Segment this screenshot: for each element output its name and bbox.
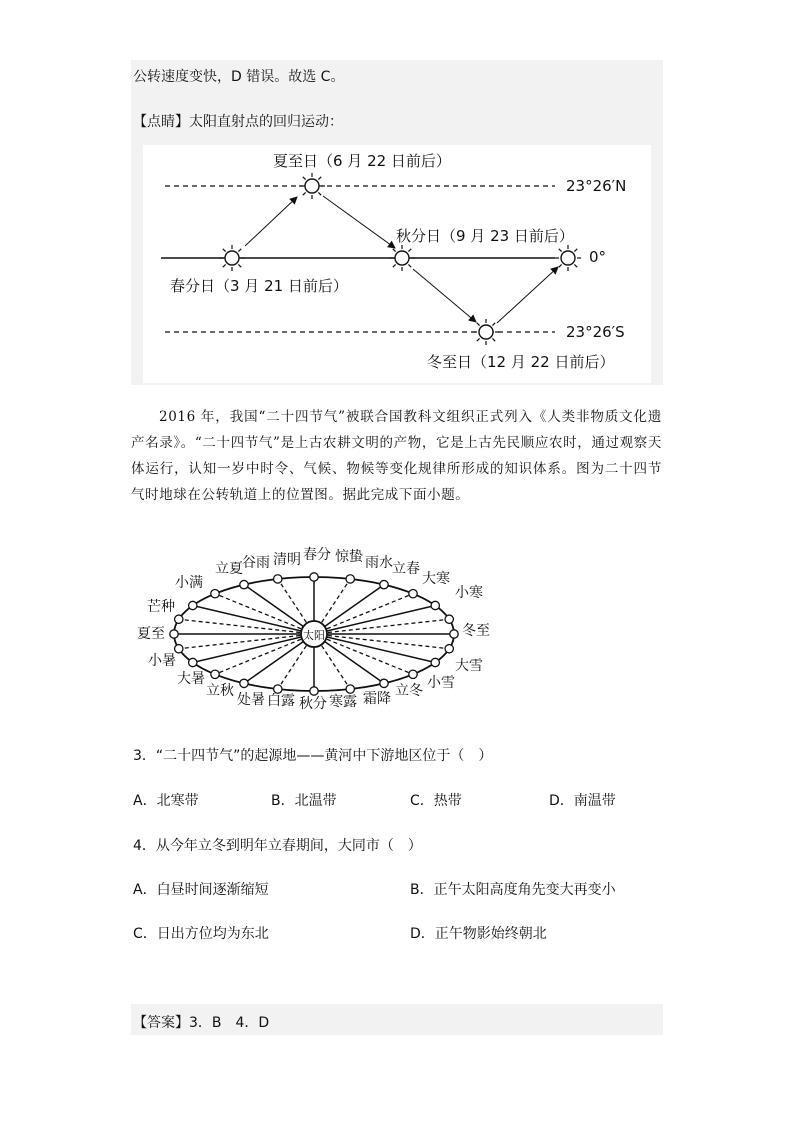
term-label-chushu: 处暑: [237, 692, 265, 708]
sun-icon: [389, 245, 415, 271]
earth-position-xiaoshu: [175, 645, 183, 653]
spoke-xiaoshu: [179, 634, 314, 649]
term-label-xiazhi: 夏至: [137, 626, 165, 642]
term-label-lixia: 立夏: [215, 561, 243, 577]
earth-position-hanlu: [346, 685, 354, 693]
passage: [131, 404, 662, 508]
earth-position-bailu: [274, 685, 282, 693]
term-label-lidong: 立冬: [395, 683, 423, 699]
earth-position-dashu: [189, 658, 197, 666]
earth-position-xiaoman: [189, 601, 197, 609]
earth-position-chushu: [240, 679, 248, 687]
label-autumn-equinox: 秋分日（9 月 23 日前后）: [396, 227, 574, 245]
term-label-dahan: 大寒: [422, 571, 450, 587]
label-spring-equinox: 春分日（3 月 21 日前后）: [170, 277, 348, 295]
tip-text: 太阳直射点的回归运动：: [189, 114, 343, 130]
q4-option-d[interactable]: D．正午物影始终朝北: [410, 926, 547, 942]
term-label-mangzhong: 芒种: [147, 599, 175, 615]
sun-label: 太阳: [303, 629, 325, 642]
sun-icon: [299, 173, 325, 199]
term-label-qiufen: 秋分: [299, 696, 327, 712]
earth-position-shuangjiang: [380, 679, 388, 687]
tip-line: [133, 111, 343, 131]
solar-terms-orbit-diagram: [131, 540, 531, 718]
earth-position-mangzhong: [175, 615, 183, 623]
earth-position-yushui: [380, 580, 388, 588]
spoke-xiaohan: [314, 619, 449, 634]
term-label-bailu: 白露: [267, 693, 295, 709]
earth-position-xiazhi: [170, 630, 178, 638]
term-label-dashu: 大暑: [177, 671, 205, 687]
term-label-yushui: 雨水: [365, 555, 393, 571]
spoke-daxue: [314, 634, 449, 649]
term-label-chunfen: 春分: [303, 547, 331, 563]
term-label-hanlu: 寒露: [329, 694, 357, 710]
q4-option-b[interactable]: B．正午太阳高度角先变大再变小: [410, 882, 616, 898]
term-label-xiaoshu: 小暑: [148, 653, 176, 669]
q4-option-a[interactable]: A．白昼时间逐渐缩短: [133, 882, 269, 898]
question-4-stem: 4．从今年立冬到明年立春期间，大同市（ ）: [133, 838, 422, 854]
q3-option-b[interactable]: B．北温带: [271, 793, 337, 809]
earth-position-chunfen: [310, 573, 318, 581]
term-label-qingming: 清明: [273, 552, 301, 568]
q3-option-a[interactable]: A．北寒带: [133, 793, 199, 809]
earth-position-lixia: [211, 589, 219, 597]
sun-icon: [555, 245, 581, 271]
label-summer-solstice: 夏至日（6 月 22 日前后）: [273, 152, 451, 170]
earth-position-daxue: [445, 645, 453, 653]
q3-option-d[interactable]: D．南温带: [549, 793, 616, 809]
earth-position-xiaohan: [445, 615, 453, 623]
explanation-line: 公转速度变快，D 错误。故选 C。: [133, 69, 345, 85]
spoke-mangzhong: [179, 619, 314, 634]
answer-text: 3．B 4．D: [189, 1015, 270, 1031]
earth-position-guyu: [240, 580, 248, 588]
term-label-xiaoman: 小满: [175, 575, 203, 591]
passage-text: 2016 年，我国“二十四节气”被联合国教科文组织正式列入《人类非物质文化遗产名录》。“二十四节气”是上古农耕文明的产物，它是上古先民顺应农时，通过观察天体运行，认知一岁中时令、气候、物候等变化规律所形成的知识体系。图为二十四节气时地球在公转轨道上的位置图。据此完成下面小题。: [131, 409, 662, 503]
term-label-liqiu: 立秋: [206, 683, 234, 699]
term-label-jingzhe: 惊蛰: [335, 549, 363, 565]
sun-icon: [219, 245, 245, 271]
answer-label: 【答案】: [133, 1015, 189, 1031]
q3-option-c[interactable]: C．热带: [410, 793, 462, 809]
earth-position-jingzhe: [346, 575, 354, 583]
tip-label: 【点睛】: [133, 114, 189, 130]
term-label-xiaohan: 小寒: [455, 585, 483, 601]
earth-position-dongzhi: [450, 630, 458, 638]
earth-position-dahan: [431, 601, 439, 609]
label-lat-north: 23°26′N: [566, 177, 627, 195]
question-3-stem: 3．“二十四节气”的起源地——黄河中下游地区位于（ ）: [133, 748, 493, 764]
term-label-daxue: 大雪: [455, 658, 483, 674]
answer-line: [133, 1012, 269, 1032]
solar-migration-diagram: [143, 145, 651, 383]
label-winter-solstice: 冬至日（12 月 22 日前后）: [427, 353, 615, 371]
sun-icon: [473, 319, 499, 345]
term-label-xiaoxue: 小雪: [427, 675, 455, 691]
term-label-dongzhi: 冬至: [462, 623, 490, 639]
earth-position-lichun: [409, 589, 417, 597]
earth-position-qingming: [274, 575, 282, 583]
term-label-shuangjiang: 霜降: [363, 691, 391, 707]
earth-position-qiufen: [310, 687, 318, 695]
term-label-lichun: 立春: [392, 561, 420, 577]
earth-position-lidong: [409, 670, 417, 678]
q4-option-c[interactable]: C．日出方位均为东北: [133, 926, 269, 942]
label-lat-south: 23°26′S: [566, 323, 625, 341]
earth-position-liqiu: [211, 670, 219, 678]
earth-position-xiaoxue: [431, 658, 439, 666]
label-lat-equator: 0°: [589, 248, 607, 266]
term-label-guyu: 谷雨: [242, 555, 270, 571]
